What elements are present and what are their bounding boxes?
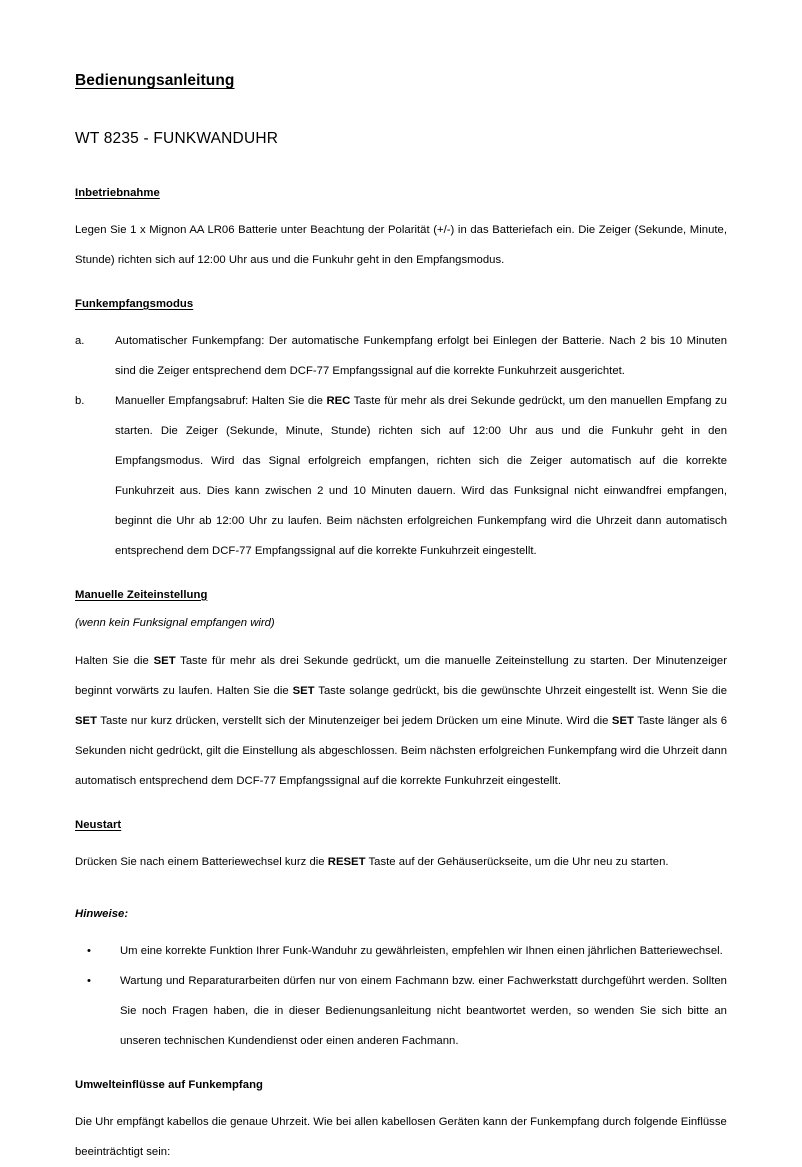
text-segment: Drücken Sie nach einem Batteriewechsel kurz die [75,855,328,868]
list-marker: a. [75,334,85,347]
keyword-reset: RESET [327,855,366,868]
spacer [75,796,727,818]
list-marker: b. [75,394,85,407]
heading-neustart: Neustart [75,818,122,831]
text-segment: Taste für mehr als drei Sekunde gedrückt, um die manuelle Zeiteinstellung zu starten. Der Minutenzeiger beginnt vorwärts zu laufen. Halten Sie die [75,654,727,697]
text-segment: Taste solange gedrückt, bis die gewünschte Uhrzeit eingestellt ist. Wenn Sie die [314,684,728,697]
section-neustart [75,818,727,877]
heading-umwelteinfluesse: Umwelteinflüsse auf Funkempfang [75,1079,263,1092]
spacer [75,566,727,588]
text-segment: Taste auf der Gehäuserückseite, um die Uhr neu zu starten. [365,855,669,868]
paragraph-inbetriebnahme: Legen Sie 1 x Mignon AA LR06 Batterie unter Beachtung der Polarität (+/-) in das Batteriefach ein. Die Zeiger (Sekunde, Minute, Stunde) richten sich auf 12:00 Uhr aus und die Funkuhr geht in den Empfangsmodus. [75,223,727,266]
section-hinweise [75,907,727,1057]
bullet-icon: • [87,975,91,988]
spacer [75,877,727,907]
list-item [75,386,727,566]
page-title: Bedienungsanleitung [75,72,235,89]
section-manuelle-zeiteinstellung [75,588,727,796]
heading-hinweise: Hinweise: [75,907,129,920]
list-item [75,936,727,966]
list-item-text: Um eine korrekte Funktion Ihrer Funk-Wanduhr zu gewährleisten, empfehlen wir Ihnen einen jährlichen Batteriewechsel. [120,945,723,958]
list-item [75,966,727,1056]
keyword-set: SET [153,654,176,667]
spacer [75,1056,727,1078]
text-segment: Halten Sie die [75,654,154,667]
bullet-icon: • [87,945,91,958]
list-item-text-part1: Manueller Empfangsabruf: Halten Sie die [115,394,327,407]
keyword-set: SET [292,684,315,697]
list-item [75,326,727,386]
section-funkempfangsmodus [75,297,727,566]
heading-inbetriebnahme: Inbetriebnahme [75,187,160,200]
hinweise-list [75,936,727,1056]
section-umwelteinfluesse [75,1078,727,1167]
text-segment: Taste länger als 6 Sekunden nicht gedrückt, gilt die Einstellung als abgeschlossen. Beim nächsten erfolgreichen Funkempfang wird die Uhrzeit dann automatisch entsprechend dem DCF-77 Empfangssignal auf die korrekte Funkuhrzeit eingestellt. [75,714,727,787]
heading-funkempfangsmodus: Funkempfangsmodus [75,297,194,310]
paragraph-umwelteinfluesse: Die Uhr empfängt kabellos die genaue Uhrzeit. Wie bei allen kabellosen Geräten kann der Funkempfang durch folgende Einflüsse beeinträchtigt sein: [75,1115,727,1158]
list-item-text-part2: Taste für mehr als drei Sekunde gedrückt, um den manuellen Empfang zu starten. Die Zeiger (Sekunde, Minute, Stunde) richten sich auf 12:00 Uhr aus und die Funkuhr geht in den Empfangsmodus. Wird das Signal erfolgreich empfangen, richten sich die Zeiger automatisch auf die korrekte Funkuhrzeit aus. Dies kann zwischen 2 und 10 Minuten dauern. Wird das Funksignal nicht einwandfrei empfangen, beginnt die Uhr ab 12:00 Uhr zu laufen. Beim nächsten erfolgreichen Funkempfang wird die Uhrzeit dann automatisch entsprechend dem DCF-77 Empfangssignal auf die korrekte Funkuhrzeit eingestellt. [115,394,727,557]
paragraph-neustart [75,847,727,877]
funkempfang-list [75,326,727,566]
paragraph-manuelle-zeiteinstellung [75,646,727,796]
list-item-text: Automatischer Funkempfang: Der automatische Funkempfang erfolgt bei Einlegen der Batterie. Nach 2 bis 10 Minuten sind die Zeiger entsprechend dem DCF-77 Empfangssignal auf die korrekte Funkuhrzeit ausgerichtet. [115,334,727,377]
keyword-set: SET [75,714,98,727]
text-segment: Taste nur kurz drücken, verstellt sich der Minutenzeiger bei jedem Drücken um eine Minute. Wird die [97,714,612,727]
section-inbetriebnahme [75,186,727,275]
list-item-text: Wartung und Reparaturarbeiten dürfen nur von einem Fachmann bzw. einer Fachwerkstatt durchgeführt werden. Sollten Sie noch Fragen haben, die in dieser Bedienungsanleitung nicht beantwortet werden, so wenden Sie sich bitte an unseren technischen Kundendienst oder einen anderen Fachmann. [120,975,727,1048]
subheading-manuelle-zeiteinstellung: (wenn kein Funksignal empfangen wird) [75,617,275,630]
spacer [75,275,727,297]
heading-manuelle-zeiteinstellung: Manuelle Zeiteinstellung [75,588,208,601]
product-subtitle: WT 8235 - FUNKWANDUHR [75,129,279,147]
keyword-set: SET [611,714,634,727]
keyword-rec: REC [326,394,351,407]
